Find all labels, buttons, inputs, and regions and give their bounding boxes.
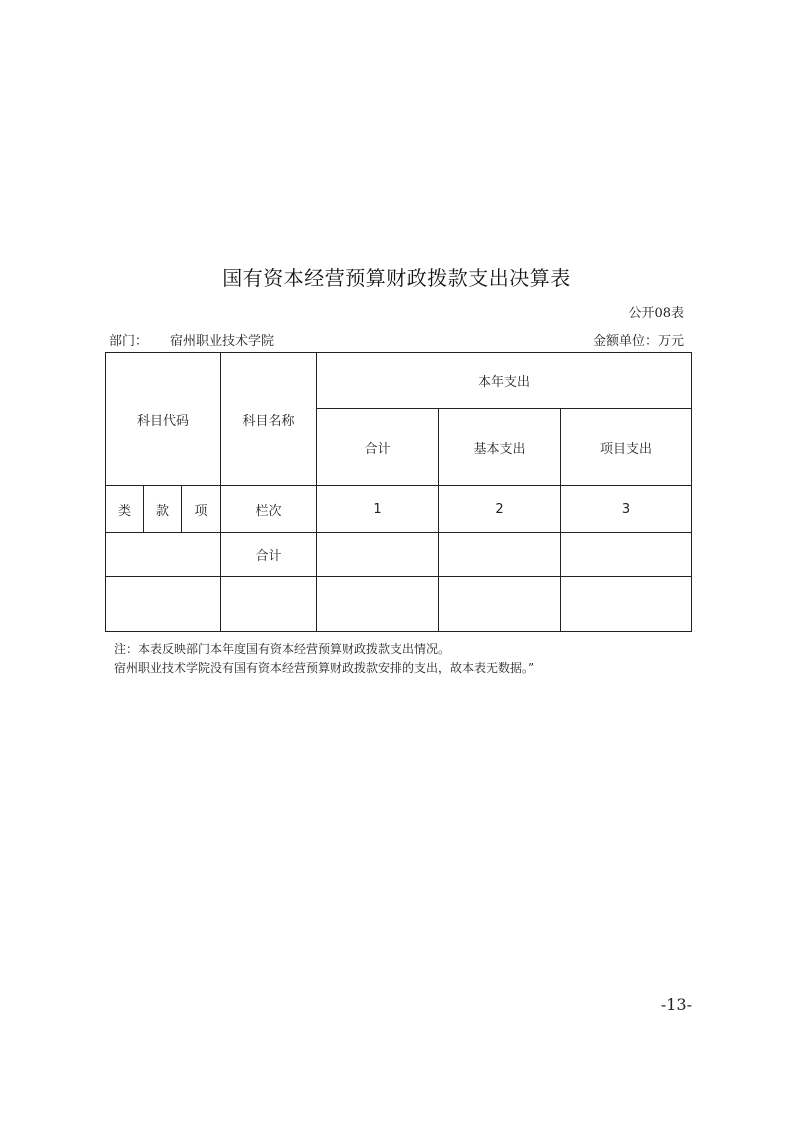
table-notes: [114, 640, 714, 678]
col-kuan: 款: [144, 486, 182, 533]
column-index-row: [106, 486, 692, 533]
department-line: [109, 330, 274, 349]
empty-row-code: [106, 577, 221, 632]
col-index-2: 2: [439, 486, 561, 533]
header-subject-code: 科目代码: [106, 353, 221, 486]
header-basic: 基本支出: [439, 409, 561, 486]
col-index-1: 1: [317, 486, 439, 533]
total-row-code: [106, 533, 221, 577]
col-index-3: 3: [561, 486, 692, 533]
col-lei: 类: [106, 486, 144, 533]
total-row-label: 合计: [221, 533, 317, 577]
expenditure-table: [105, 352, 692, 632]
page-title: 国有资本经营预算财政拨款支出决算表: [222, 266, 571, 290]
empty-row-project: [561, 577, 692, 632]
total-row-project: [561, 533, 692, 577]
header-total: 合计: [317, 409, 439, 486]
amount-unit: 金额单位：万元: [592, 334, 684, 349]
total-row-basic: [439, 533, 561, 577]
col-xiang: 项: [182, 486, 221, 533]
header-row-1: [106, 353, 692, 409]
department-value: 宿州职业技术学院: [170, 334, 275, 349]
note-line-1: 注：本表反映部门本年度国有资本经营预算财政拨款支出情况。: [114, 642, 451, 656]
empty-row-name: [221, 577, 317, 632]
note-line-2: 宿州职业技术学院没有国有资本经营预算财政拨款安排的支出，故本表无数据。”: [114, 661, 535, 675]
header-subject-name: 科目名称: [221, 353, 317, 486]
col-label: 栏次: [221, 486, 317, 533]
form-number: 公开08表: [628, 306, 684, 321]
total-row: [106, 533, 692, 577]
empty-row-basic: [439, 577, 561, 632]
department-label: 部门：: [109, 334, 149, 349]
empty-row-total: [317, 577, 439, 632]
header-current-year: 本年支出: [317, 353, 692, 409]
page-number: -13-: [660, 995, 692, 1014]
header-project: 项目支出: [561, 409, 692, 486]
empty-row: [106, 577, 692, 632]
total-row-total: [317, 533, 439, 577]
